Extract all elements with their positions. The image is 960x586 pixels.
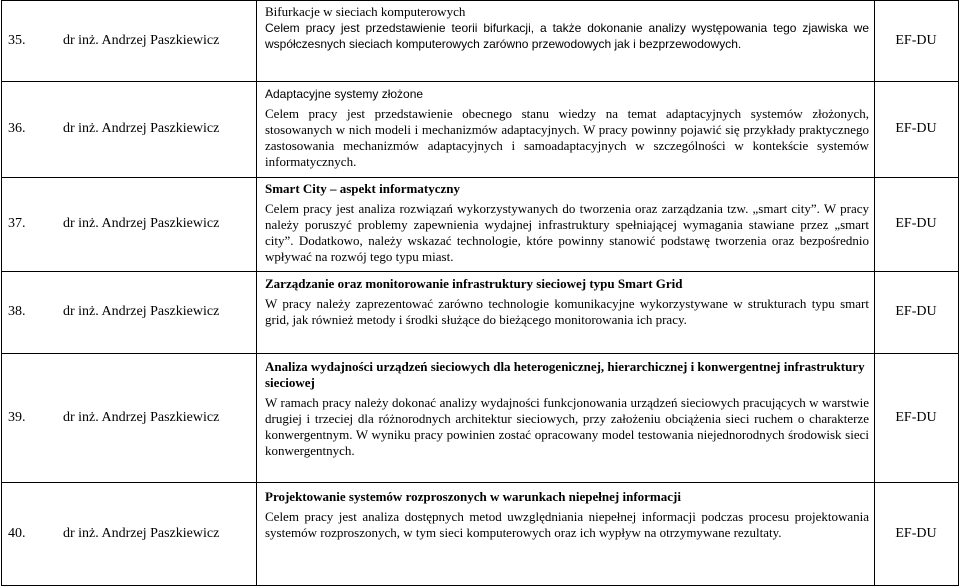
topic-description: Celem pracy jest analiza rozwiązań wykorzystywanych do tworzenia oraz zarządzania tzw. „smart city”. W pracy należy poruszyć problemy zapewnienia wydajnej infrastruktury spełniającej wymagania stawiane przez „smart city”. Dodatkowo, należy wskazać technologie, które powinny stanowić podstawę tworzenia oraz bezpośrednio wpływać na rozwój tego typu miast. [265, 201, 869, 264]
table-border-left [1, 0, 2, 586]
supervisor-name: dr inż. Andrzej Paszkiewicz [63, 525, 220, 541]
topic-cell [265, 489, 869, 541]
row-number: 39. [8, 409, 26, 425]
supervisor-name: dr inż. Andrzej Paszkiewicz [63, 32, 220, 48]
topic-cell [265, 4, 869, 52]
topic-cell [265, 181, 869, 265]
program-code: EF-DU [895, 525, 937, 541]
program-code: EF-DU [895, 409, 937, 425]
topic-description: Celem pracy jest przedstawienie teorii bifurkacji, a także dokonanie analizy występowania tego zjawiska we współczesnych sieciach komputerowych zarówno przewodowych jak i bezprzewodowych. [265, 21, 869, 51]
table-border-col1 [256, 0, 257, 586]
topic-description: Celem pracy jest przedstawienie obecnego stanu wiedzy na temat adaptacyjnych systemów złożonych, stosowanych w nich modeli i mechanizmów adaptacyjnych. W pracy powinny pojawić się przykłady praktycznego zastosowania mechanizmów adaptacyjnych i samoadaptacyjnych w szczególności w kontekście systemów informatycznych. [265, 106, 869, 169]
row-number: 35. [8, 32, 26, 48]
topic-title: Zarządzanie oraz monitorowanie infrastruktury sieciowej typu Smart Grid [265, 276, 683, 291]
topic-title: Bifurkacje w sieciach komputerowych [265, 4, 466, 19]
program-code: EF-DU [895, 216, 937, 231]
topic-description: W ramach pracy należy dokonać analizy wydajności funkcjonowania urządzeń sieciowych pracujących w warstwie drugiej i trzeciej dla różnorodnych architektur sieciowych, przy założeniu obciążenia sieci ruchem o charakterze konwergentnym. W wyniku pracy powinien zostać opracowany model testowania niejednorodnych środowisk sieci konwergentnych. [265, 395, 869, 458]
topic-cell [265, 276, 869, 328]
program-code: EF-DU [895, 32, 937, 48]
row-number: 36. [8, 121, 26, 136]
topic-cell [265, 86, 869, 170]
program-code: EF-DU [895, 304, 937, 319]
supervisor-name: dr inż. Andrzej Paszkiewicz [63, 409, 220, 425]
topic-title: Adaptacyjne systemy złożone [265, 87, 424, 101]
topic-title: Analiza wydajności urządzeń sieciowych dla heterogenicznej, hierarchicznej i konwergentnej infrastruktury sieciowej [265, 359, 865, 390]
topic-description: W pracy należy zaprezentować zarówno technologie komunikacyjne wykorzystywane w strukturach typu smart grid, jak również metody i środki służące do bieżącego monitorowania ich pracy. [265, 296, 869, 327]
supervisor-name: dr inż. Andrzej Paszkiewicz [63, 304, 220, 319]
row-number: 38. [8, 304, 26, 319]
table-border-col2 [874, 0, 875, 586]
topic-title: Smart City – aspekt informatyczny [265, 181, 460, 196]
table-border-right [958, 0, 959, 586]
row-number: 37. [8, 216, 26, 231]
supervisor-name: dr inż. Andrzej Paszkiewicz [63, 216, 220, 231]
supervisor-name: dr inż. Andrzej Paszkiewicz [63, 121, 220, 136]
topic-cell [265, 359, 869, 459]
program-code: EF-DU [895, 121, 937, 136]
topic-title: Projektowanie systemów rozproszonych w warunkach niepełnej informacji [265, 489, 681, 504]
row-number: 40. [8, 525, 26, 541]
topic-description: Celem pracy jest analiza dostępnych metod uwzględniania niepełnej informacji podczas procesu projektowania systemów rozproszonych, w tym sieci komputerowych oraz ich wypływ na otrzymywane rezultaty. [265, 509, 869, 540]
